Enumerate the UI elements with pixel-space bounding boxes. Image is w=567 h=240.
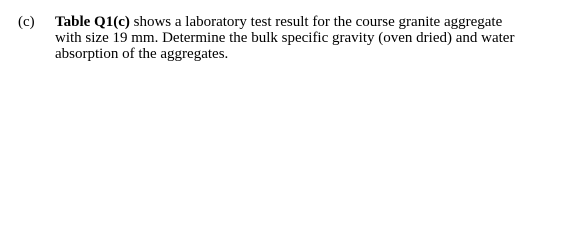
- question-line-1-text: shows a laboratory test result for the course granite aggregate: [129, 14, 503, 30]
- question-line-2: with size 19 mm. Determine the bulk specific gravity (oven dried) and water: [55, 30, 515, 46]
- question-label: (c): [18, 14, 35, 30]
- question-c: [0, 14, 567, 78]
- question-line-3: absorption of the aggregates.: [55, 46, 229, 62]
- question-line-1: [55, 14, 555, 30]
- question-text: [55, 14, 555, 62]
- table-reference: Table Q1(c): [55, 14, 130, 30]
